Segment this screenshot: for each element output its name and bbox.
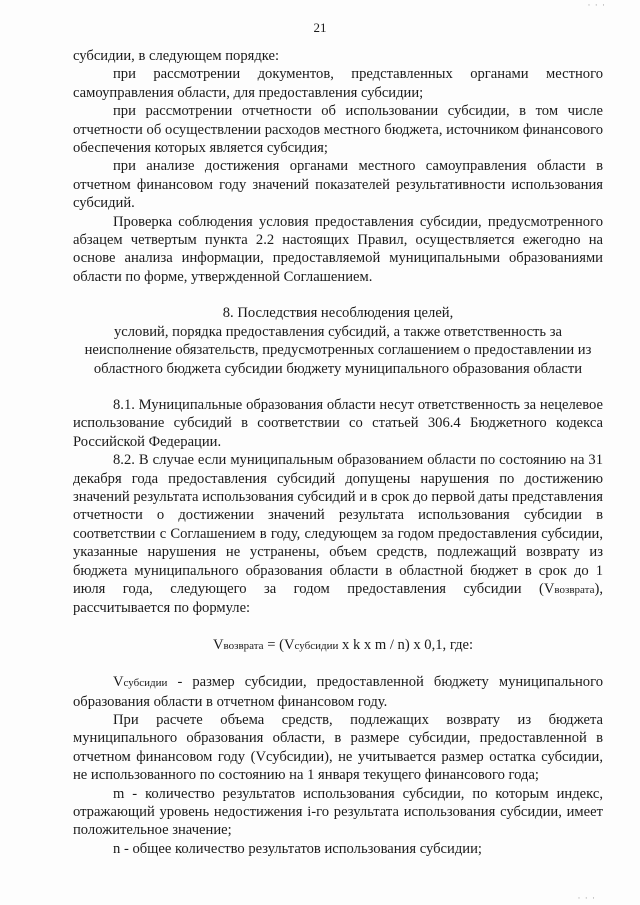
corner-mark-top: · · · <box>587 0 606 10</box>
paragraph: субсидии, в следующем порядке: <box>73 48 280 64</box>
clause-8-1: 8.1. Муниципальные образования области несут ответственность за нецелевое использование субсидий в соответствии со статьей 306.4 Бюджетного кодекса Российской Федерации. <box>73 396 603 450</box>
corner-mark-bottom: · · · <box>577 893 596 903</box>
definition-n: n - общее количество результатов использования субсидии; <box>113 840 482 857</box>
formula: Vвозврата = (Vсубсидии x k x m / n) x 0,1, где: <box>212 636 474 653</box>
definition-v-subsidy: Vсубсидии - размер субсидии, предоставленной бюджету муниципального образования области в отчетном финансовом году. <box>73 674 603 710</box>
paragraph: при рассмотрении отчетности об использовании субсидии, в том числе отчетности об осуществлении расходов местного бюджета, источником финансового обеспечения которых является субсидия; <box>73 103 603 157</box>
definition-m: m - количество результатов использования субсидии, по которым индекс, отражающий уровень недостижения i-го результата использования субсидии, имеет положительное значение; <box>73 785 603 839</box>
clause-8-2-tail: ), рассчитывается по формуле: <box>73 580 603 617</box>
v-letter: V <box>543 580 555 597</box>
clause-8-2 <box>73 451 603 618</box>
clause-8-2-text: 8.2. В случае если муниципальным образованием области по состоянию на 31 декабря года предоставления субсидий допущены нарушения по достижению значений результата использования субсидий и в срок до первой даты представления отчетности о достижении значений результата использования субсидии в соответствии с Соглашением в году, следующем за годом предоставления субсидии, указанные нарушения не устранены, объем средств, подлежащий возврату из бюджета муниципального образования области в областной бюджет в срок до 1 июля года, следующего за годом предоставления субсидии ( <box>73 452 603 597</box>
page-number: 21 <box>313 20 327 35</box>
definition-calculation-note: При расчете объема средств, подлежащих возврату из бюджета муниципального образования области, в размере субсидии, предоставленной в отчетном финансовом году (Vсубсидии), не учитывается размер остатка субсидии, не использованного по состоянию на 1 января текущего финансового года; <box>73 712 603 784</box>
paragraph: Проверка соблюдения условия предоставления субсидии, предусмотренного абзацем четвертым пункта 2.2 настоящих Правил, осуществляется ежегодно на основе анализа информации, предоставляемой муниципальными образованиями области по форме, утвержденной Соглашением. <box>73 213 603 285</box>
section-subtitle: условий, порядка предоставления субсидий, а также ответственность за неисполнение обязательств, предусмотренных соглашением о предоставлении из областного бюджета субсидии бюджету муниципального образования области <box>84 323 592 377</box>
document-body <box>73 47 603 858</box>
paragraph: при рассмотрении документов, представленных органами местного самоуправления области, для предоставления субсидии; <box>73 66 603 101</box>
section-title: 8. Последствия несоблюдения целей, <box>222 305 454 322</box>
v-subscript: возврата <box>554 583 595 596</box>
paragraph: при анализе достижения органами местного самоуправления области в отчетном финансовом году значений показателей результативности использования субсидий. <box>73 158 603 212</box>
